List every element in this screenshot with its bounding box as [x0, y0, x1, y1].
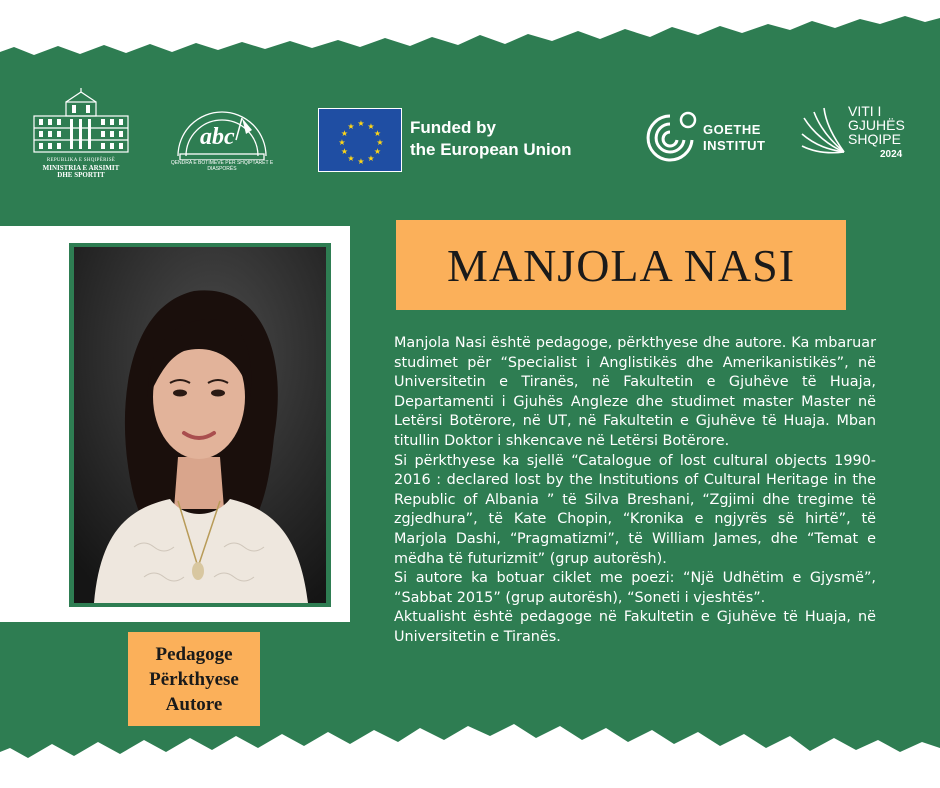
svg-text:★: ★	[373, 129, 382, 138]
ministry-caption-line1: MINISTRIA E ARSIMIT	[42, 164, 120, 172]
goethe-institut-logo	[640, 110, 770, 168]
author-biography	[394, 334, 876, 648]
svg-text:★: ★	[340, 147, 349, 156]
svg-text:★: ★	[357, 119, 365, 128]
ministry-caption-top: REPUBLIKA E SHQIPËRISË	[46, 158, 116, 163]
author-name-box	[396, 220, 846, 310]
author-roles-box	[128, 632, 260, 726]
bio-paragraph-poetry: Si autore ka botuar ciklet me poezi: “Një Udhëtim e Gjysmë”, “Sabbat 2015” (grup autorësh), “Soneti i vjeshtës”.	[394, 570, 876, 606]
svg-text:★: ★	[367, 122, 375, 131]
goethe-line2: INSTITUT	[703, 138, 766, 153]
abc-quill-seal-icon	[170, 96, 274, 160]
goethe-circle-icon	[640, 110, 700, 168]
qendra-caption: QENDRA E BOTIMEVE PËR SHQIPTARËT E DIASPORËS	[170, 160, 274, 172]
role-pedagoge: Pedagoge	[155, 644, 233, 665]
author-portrait	[74, 247, 326, 603]
ministry-caption	[28, 165, 134, 179]
ministry-logo	[28, 88, 134, 178]
bio-paragraph-current: Aktualisht është pedagoge në Fakultetin e Gjuhëve të Huaja, në Universitetin e Tiranës.	[394, 609, 876, 645]
viti-gjuhes-shqipe-logo	[800, 100, 920, 172]
eu-flag-icon	[318, 108, 402, 172]
svg-text:★: ★	[373, 147, 382, 156]
viti-line3: SHQIPE	[848, 131, 901, 147]
svg-text:★: ★	[338, 138, 346, 147]
svg-text:★: ★	[376, 138, 384, 147]
ministry-caption-line2: DHE SPORTIT	[57, 171, 105, 179]
svg-text:abc: abc	[200, 124, 235, 150]
eu-funding-logo	[318, 108, 602, 174]
torn-paper-top	[0, 0, 940, 60]
role-perkthyese: Përkthyese	[149, 669, 239, 690]
svg-text:★: ★	[340, 129, 349, 138]
svg-text:★: ★	[367, 154, 375, 163]
goethe-line1: GOETHE	[703, 122, 761, 137]
eu-funded-line2: the European Union	[410, 140, 572, 159]
viti-line2: GJUHËS	[848, 117, 905, 133]
role-autore: Autore	[165, 694, 223, 715]
ministry-building-icon	[28, 88, 134, 154]
torn-paper-bottom	[0, 718, 940, 788]
svg-text:★: ★	[347, 122, 355, 131]
svg-text:★: ★	[347, 154, 355, 163]
bio-paragraph-education: Manjola Nasi është pedagoge, përkthyese dhe autore. Ka mbaruar studimet për “Specialist i Anglistikës dhe Amerikanistikës”, në Universitetin e Tiranës, në Fakultetin e Gjuhëve të Huaja, Departamenti i Gjuhës Angleze dhe studimet master Master në Letërsi Botërore, në UT, në Fakultetin e Gjuhëve të Huaja. Mban titullin Doktor i shkencave në Letërsi Botërore.	[394, 335, 876, 449]
book-fan-icon	[800, 106, 850, 166]
bio-paragraph-translations: Si përkthyese ka sjellë “Catalogue of lost cultural objects 1990-2016 : declared lost by the Institutions of Cultural Heritage in the Republic of Albania ” të Silva Breshani, “Zgjimi dhe tregime të zgjedhura”, të Kate Chopin, “Kronika e ngjyrës së hirtë”, të Marjola Dashi, “Pragmatizmi”, të William James, dhe “Temat e mëdha të futurizmit” (grup autorësh).	[394, 452, 876, 567]
qendra-botimeve-logo	[170, 96, 274, 176]
svg-text:★: ★	[357, 157, 365, 166]
viti-year: 2024	[880, 149, 903, 160]
author-name: MANJOLA NASI	[446, 239, 796, 291]
viti-line1: VITI I	[848, 103, 882, 119]
eu-funded-line1: Funded by	[410, 118, 496, 137]
